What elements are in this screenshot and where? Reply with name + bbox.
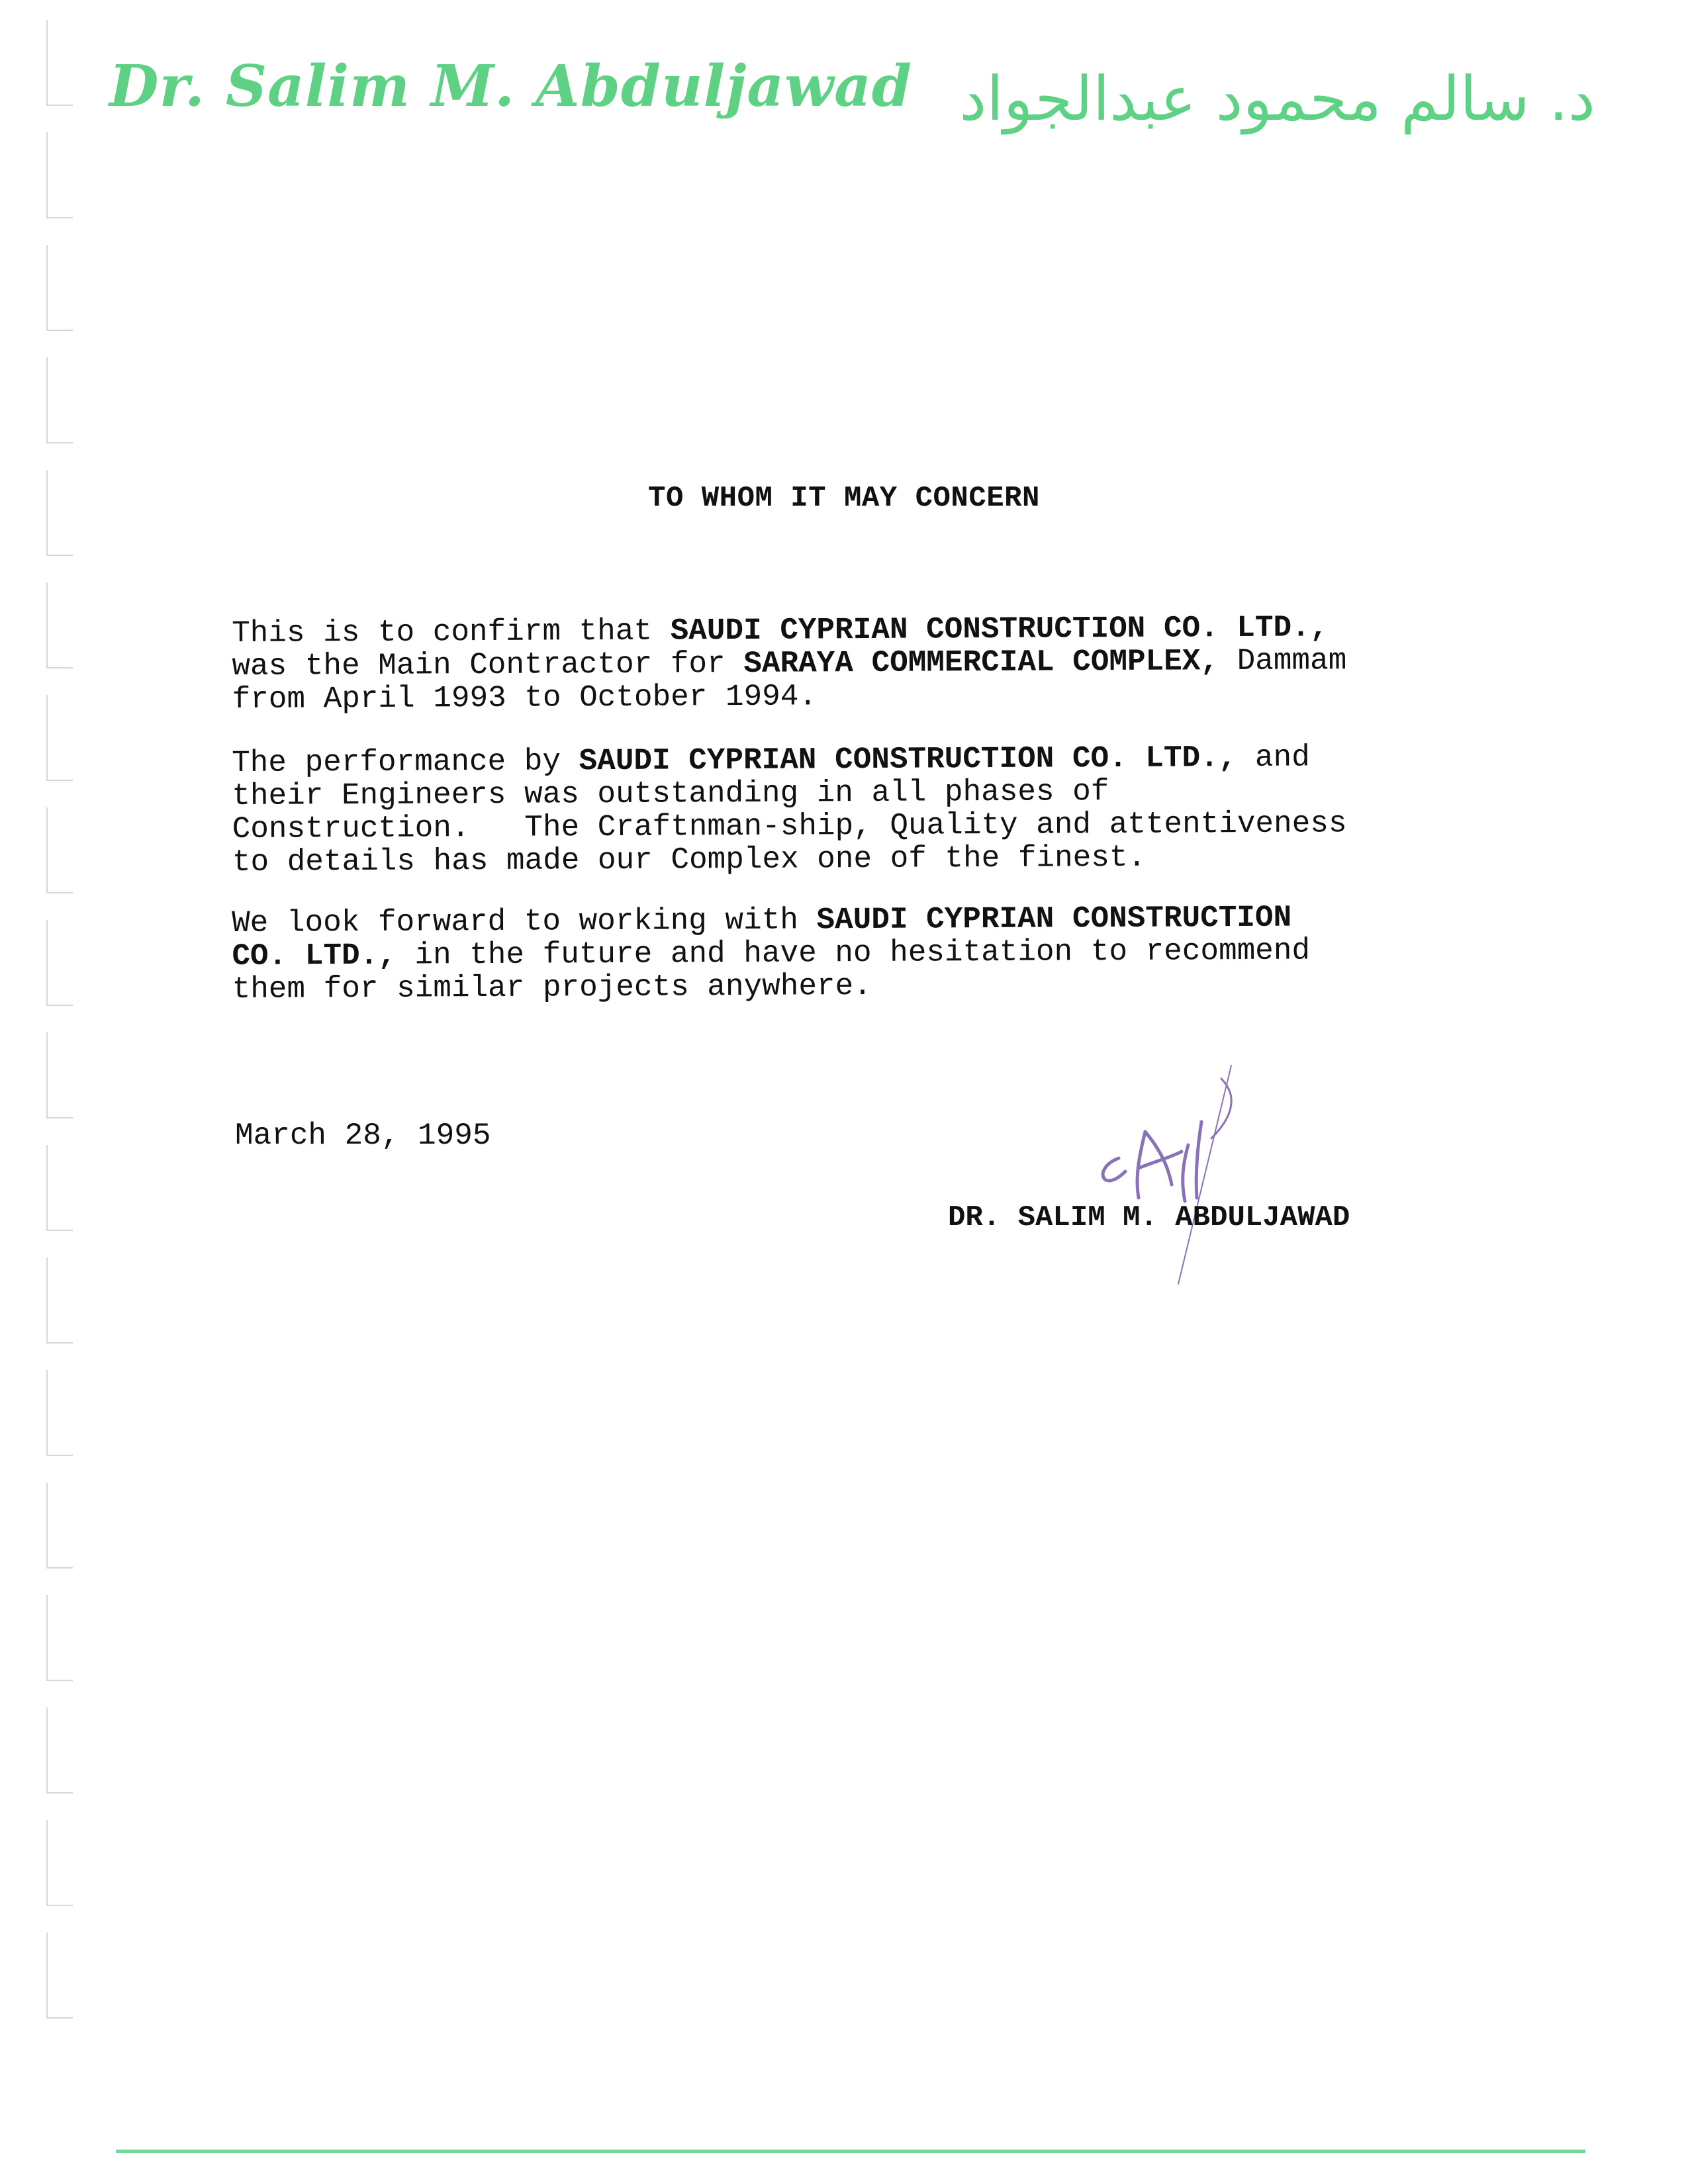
company-name: CO. LTD.,	[232, 938, 397, 974]
paragraph-line: them for similar projects anywhere.	[232, 968, 872, 1007]
project-name: SARAYA COMMERCIAL COMPLEX,	[743, 644, 1219, 681]
handwritten-signature	[1046, 1052, 1284, 1291]
text-run: in the future and have no hesitation to recommend	[396, 933, 1311, 973]
paragraph-line	[232, 933, 1489, 973]
footer-rule	[116, 2150, 1585, 2153]
text-run: and	[1237, 740, 1310, 776]
paragraph-line	[232, 643, 1489, 683]
letterhead-name-arabic: د. سالم محمود عبدالجواد	[959, 64, 1595, 134]
company-name: SAUDI CYPRIAN CONSTRUCTION	[816, 900, 1292, 938]
letter-heading: TO WHOM IT MAY CONCERN	[648, 482, 1040, 515]
paragraph-confirmation	[232, 610, 1490, 716]
paragraph-line: to details has made our Complex one of the finest.	[232, 840, 1147, 880]
text-run: was the Main Contractor for	[232, 646, 744, 684]
text-run: The performance by	[231, 744, 579, 780]
company-name: SAUDI CYPRIAN CONSTRUCTION CO. LTD.,	[579, 741, 1237, 779]
paragraph-line: Construction. The Craftnman-ship, Quality and attentiveness	[232, 806, 1347, 846]
paragraph-line: from April 1993 to October 1994.	[232, 679, 818, 717]
paragraph-line	[232, 740, 1489, 780]
paragraph-line: their Engineers was outstanding in all phases of	[232, 774, 1109, 813]
text-run: Dammam	[1218, 643, 1347, 679]
paragraph-recommendation	[232, 900, 1490, 1006]
paragraph-performance	[232, 740, 1490, 879]
company-name: SAUDI CYPRIAN CONSTRUCTION CO. LTD.,	[670, 610, 1329, 649]
text-run: We look forward to working with	[231, 903, 817, 940]
signatory-name: DR. SALIM M. ABDULJAWAD	[948, 1201, 1350, 1234]
binding-marks	[46, 20, 73, 2105]
text-run: This is to confirm that	[231, 614, 671, 651]
letter-date: March 28, 1995	[235, 1118, 491, 1153]
letterhead-name-english: Dr. Salim M. Abduljawad	[109, 53, 912, 120]
